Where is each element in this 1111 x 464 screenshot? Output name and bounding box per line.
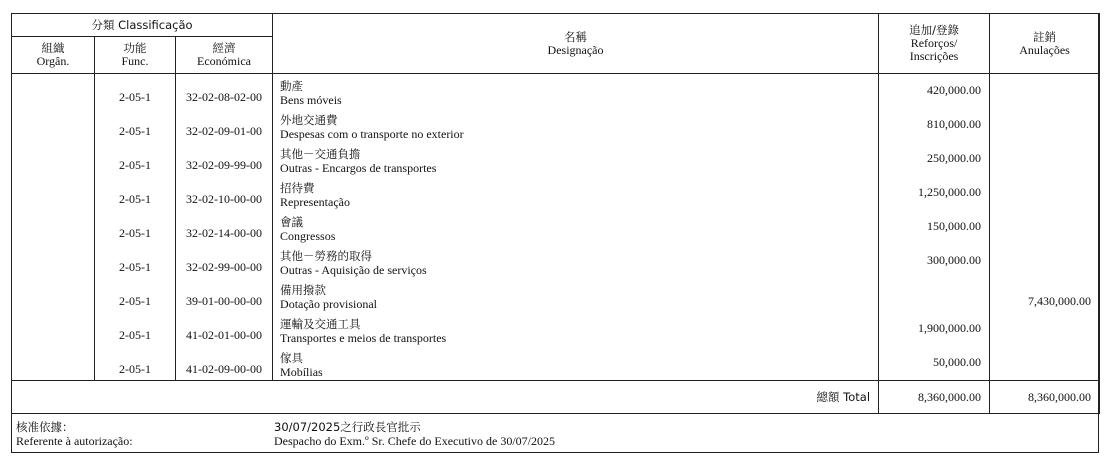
- econ-code: 41-02-01-00-00: [186, 328, 262, 342]
- reforco-amount: 300,000.00: [927, 253, 982, 267]
- table-row: [176, 213, 272, 247]
- func-code: 2-05-1: [119, 124, 151, 138]
- econ-header-zh: 經濟: [212, 41, 236, 55]
- designation-column: [273, 74, 879, 381]
- table-row: [990, 315, 1099, 349]
- table-row: [990, 145, 1099, 179]
- table-row: [95, 179, 175, 213]
- econ-code: 32-02-08-02-00: [186, 90, 262, 104]
- econ-code: 41-02-09-00-00: [186, 362, 262, 376]
- reforcos-header: [879, 14, 990, 74]
- econ-column: [176, 74, 273, 381]
- total-label-cell: [12, 381, 879, 414]
- designation-zh: 外地交通費: [280, 113, 338, 127]
- table-row: [879, 145, 989, 179]
- table-row: [176, 111, 272, 145]
- designation-pt: Transportes e meios de transportes: [280, 331, 447, 345]
- reforcos-header-pt1: Reforços/: [910, 36, 958, 50]
- table-row: [95, 349, 175, 383]
- table-row: [273, 349, 878, 383]
- designation-header-zh: 名稱: [564, 29, 588, 44]
- table-row: [879, 77, 989, 111]
- econ-code: 32-02-99-00-00: [186, 260, 262, 274]
- designation-pt: Bens móveis: [280, 93, 342, 107]
- reforcos-column: [879, 74, 990, 381]
- designation-zh: 會議: [280, 215, 304, 229]
- designation: [280, 317, 446, 345]
- budget-table-document: [11, 13, 1099, 453]
- econ-code: 32-02-09-99-00: [186, 158, 262, 172]
- reforco-amount: 420,000.00: [927, 83, 982, 97]
- econ-header-pt: Económica: [197, 54, 251, 68]
- table-row: [176, 179, 272, 213]
- econ-code: 32-02-14-00-00: [186, 226, 262, 240]
- authorization-label-pt: Referente à autorização:: [16, 434, 133, 448]
- total-label: 總額 Total: [816, 390, 871, 404]
- authorization-label: [16, 420, 133, 448]
- table-row: [95, 145, 175, 179]
- reforco-amount: 810,000.00: [927, 117, 982, 131]
- econ-code: 32-02-09-01-00: [186, 124, 262, 138]
- authorization-label-zh: 核准依據：: [16, 420, 74, 434]
- anulacoes-header-pt: Anulações: [1019, 42, 1070, 57]
- table-row: [176, 349, 272, 383]
- func-header-pt: Func.: [121, 54, 149, 68]
- table-row: [990, 213, 1099, 247]
- func-column: [95, 74, 176, 381]
- authorization-value: [274, 420, 555, 448]
- designation-pt: Representação: [280, 195, 350, 209]
- table-row: [95, 111, 175, 145]
- designation: [280, 283, 377, 311]
- table-row: [176, 77, 272, 111]
- organ-column: [12, 74, 95, 381]
- func-header-zh: 功能: [123, 41, 147, 55]
- designation: [280, 147, 436, 175]
- designation: [280, 79, 342, 107]
- designation-pt: Outras - Encargos de transportes: [280, 161, 437, 175]
- table-row: [879, 179, 989, 213]
- table-row: [990, 247, 1099, 281]
- table-row: [273, 315, 878, 349]
- table-row: [95, 281, 175, 315]
- designation-header: [273, 14, 879, 74]
- authorization-value-pt: Despacho do Exm.º Sr. Chefe do Executivo de 30/07/2025: [274, 434, 556, 448]
- table-row: [879, 315, 989, 349]
- table-row: [95, 315, 175, 349]
- designation-pt: Despesas com o transporte no exterior: [280, 127, 464, 141]
- table-row: [879, 281, 989, 315]
- designation: [280, 215, 335, 243]
- table-row: [176, 145, 272, 179]
- designation-pt: Dotação provisional: [280, 297, 378, 311]
- func-code: 2-05-1: [119, 90, 151, 104]
- designation-zh: 備用撥款: [280, 283, 327, 297]
- table-row: [273, 213, 878, 247]
- table-row: [879, 247, 989, 281]
- reforcos-header-zh: 追加/登錄: [909, 23, 959, 37]
- table-row: [95, 213, 175, 247]
- func-code: 2-05-1: [119, 294, 151, 308]
- total-anulacoes: 8,360,000.00: [990, 381, 1100, 414]
- anulacoes-header: [990, 14, 1100, 74]
- econ-code: 39-01-00-00-00: [186, 294, 262, 308]
- designation-pt: Mobílias: [280, 365, 323, 379]
- anulacoes-header-zh: 註銷: [1033, 29, 1057, 44]
- designation-zh: 其他－勞務的取得: [280, 249, 373, 263]
- reforco-amount: 150,000.00: [927, 219, 982, 233]
- table-row: [273, 179, 878, 213]
- reforco-amount: 1,250,000.00: [918, 185, 982, 199]
- table-row: [273, 111, 878, 145]
- anulacao-amount: 7,430,000.00: [1028, 294, 1092, 308]
- designation: [280, 113, 464, 141]
- designation-zh: 傢具: [280, 351, 304, 365]
- table-row: [990, 77, 1099, 111]
- designation-zh: 動產: [280, 79, 304, 93]
- total-reforcos: 8,360,000.00: [879, 381, 990, 414]
- func-code: 2-05-1: [119, 260, 151, 274]
- table-row: [879, 349, 989, 383]
- table-row: [95, 77, 175, 111]
- table-row: [176, 315, 272, 349]
- func-code: 2-05-1: [119, 226, 151, 240]
- designation-header-pt: Designação: [547, 42, 604, 57]
- reforcos-header-pt2: Inscrições: [909, 49, 959, 63]
- budget-table: [11, 13, 1100, 414]
- reforco-amount: 250,000.00: [927, 151, 982, 165]
- designation-zh: 運輸及交通工具: [280, 317, 361, 331]
- table-row: [273, 145, 878, 179]
- table-row: [176, 247, 272, 281]
- authorization-value-zh: 30/07/2025之行政長官批示: [274, 420, 421, 434]
- designation-pt: Outras - Aquisição de serviços: [280, 263, 427, 277]
- classification-header: 分類 Classificação: [12, 14, 273, 37]
- organ-header: [12, 37, 95, 74]
- designation: [280, 181, 350, 209]
- table-row: [990, 281, 1099, 315]
- func-code: 2-05-1: [119, 158, 151, 172]
- table-row: [95, 247, 175, 281]
- designation: [280, 351, 323, 379]
- table-row: [176, 281, 272, 315]
- organ-header-pt: Orgân.: [36, 54, 70, 68]
- table-row: [879, 111, 989, 145]
- econ-code: 32-02-10-00-00: [186, 192, 262, 206]
- func-header: [95, 37, 176, 74]
- designation: [280, 249, 427, 277]
- table-row: [273, 281, 878, 315]
- func-code: 2-05-1: [119, 192, 151, 206]
- table-row: [273, 247, 878, 281]
- table-row: [990, 111, 1099, 145]
- organ-header-zh: 組織: [41, 41, 65, 55]
- table-row: [879, 213, 989, 247]
- reforco-amount: 50,000.00: [933, 355, 982, 369]
- func-code: 2-05-1: [119, 362, 151, 376]
- table-row: [990, 179, 1099, 213]
- table-row: [990, 349, 1099, 383]
- designation-zh: 招待費: [280, 181, 315, 195]
- anulacoes-column: [990, 74, 1100, 381]
- reforco-amount: 1,900,000.00: [918, 321, 982, 335]
- func-code: 2-05-1: [119, 328, 151, 342]
- designation-zh: 其他－交通負擔: [280, 147, 361, 161]
- table-row: [273, 77, 878, 111]
- designation-pt: Congressos: [280, 229, 336, 243]
- econ-header: [176, 37, 273, 74]
